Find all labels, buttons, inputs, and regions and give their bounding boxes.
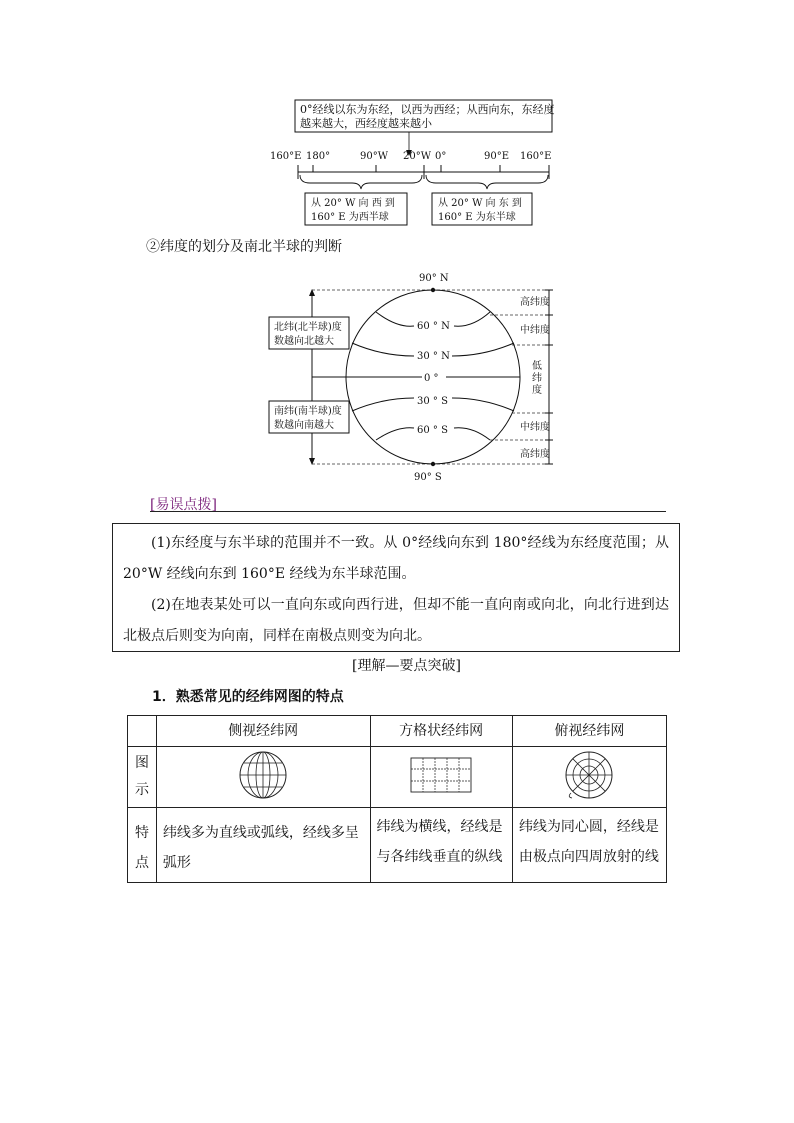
top-view-polar-icon [563, 749, 615, 801]
table-feature-row [128, 808, 667, 883]
tick-label-90e: 90°E [484, 151, 510, 162]
tick-label-160e-right: 160°E [520, 151, 552, 162]
side-view-feature: 纬线多为直线或弧线，经线多呈弧形 [156, 808, 370, 883]
graticule-table [127, 715, 667, 883]
latitude-60n-right [454, 312, 490, 326]
tip-box [112, 523, 680, 652]
tick-label-180: 180° [306, 151, 331, 162]
grid-view-image-cell [370, 747, 512, 808]
lat-60s-label: 60 ° S [417, 425, 448, 436]
row-label-image-text: 图示 [134, 755, 149, 798]
high-lat-bottom-label: 高纬度 [520, 449, 550, 460]
tip-rule [150, 511, 666, 512]
header-corner-cell [128, 716, 157, 747]
side-view-image-cell [156, 747, 370, 808]
section-label: [理解—要点突破] [352, 658, 461, 674]
row-label-image [128, 747, 157, 808]
latitude-60s-right [454, 428, 490, 440]
low-lat-label-1: 低 [532, 361, 542, 372]
tick-label-160e-left: 160°E [270, 151, 302, 162]
tick-label-90w: 90°W [360, 151, 389, 162]
tip-paragraph-1: (1)东经度与东半球的范围并不一致。从 0°经线向东到 180°经线为东经度范围；从 20°W 经线向东到 160°E 经线为东半球范围。 [123, 535, 669, 582]
longitude-diagram [260, 95, 560, 230]
lat-60n-label: 60 ° N [417, 321, 450, 332]
latitude-diagram [262, 268, 562, 486]
longitude-note-line2: 越来越大，西经度越来越小 [300, 117, 432, 130]
longitude-note-line1: 0°经线以东为东经，以西为西经；从西向东，东经度 [300, 103, 555, 116]
latitude-30s-left [352, 398, 414, 411]
top-view-image-cell [512, 747, 666, 808]
header-grid-view: 方格状经纬网 [370, 716, 512, 747]
east-brace [426, 175, 548, 189]
tick-label-20w: 20°W [403, 151, 432, 162]
table-heading: 1．熟悉常见的经纬网图的特点 [152, 689, 344, 705]
side-view-globe-icon [237, 749, 289, 801]
header-side-view: 侧视经纬网 [156, 716, 370, 747]
lat-90n-label: 90° N [419, 273, 449, 284]
row-label-feature-text: 特点 [134, 825, 149, 871]
west-brace [300, 175, 422, 189]
latitude-30n-left [352, 343, 414, 356]
mid-lat-top-label: 中纬度 [520, 325, 550, 336]
lat-30s-label: 30 ° S [417, 396, 448, 407]
lat-30n-label: 30 ° N [417, 351, 450, 362]
west-box-line1: 从 20° W 向 西 到 [311, 198, 395, 209]
grid-view-feature: 纬线为横线，经线是与各纬线垂直的纵线 [370, 808, 512, 883]
grid-graticule-icon [410, 757, 472, 793]
low-lat-label-2: 纬 [532, 373, 542, 384]
tip-paragraph-2: (2)在地表某处可以一直向东或向西行进，但却不能一直向南或向北，向北行进到达北极点后则变为向南，同样在南极点则变为向北。 [123, 597, 669, 644]
latitude-30s-right [452, 398, 514, 411]
low-lat-label-3: 度 [532, 385, 542, 396]
header-top-view: 俯视经纬网 [512, 716, 666, 747]
tick-label-0: 0° [435, 151, 447, 162]
mid-lat-bottom-label: 中纬度 [520, 422, 550, 433]
latitude-heading: ②纬度的划分及南北半球的判断 [146, 239, 342, 255]
south-box-line1: 南纬(南半球)度 [274, 406, 342, 417]
latitude-30n-right [452, 343, 514, 356]
table-image-row [128, 747, 667, 808]
north-box-line2: 数越向北越大 [274, 336, 334, 347]
south-pole-dot [431, 462, 435, 466]
table-header-row [128, 716, 667, 747]
top-view-feature: 纬线为同心圆，经线是由极点向四周放射的线 [512, 808, 666, 883]
row-label-feature [128, 808, 157, 883]
latitude-60n-left [376, 312, 414, 326]
west-box-line2: 160° E 为西半球 [311, 212, 389, 223]
north-pole-dot [431, 288, 435, 292]
tip-label: [易误点拨] [150, 497, 217, 513]
lat-90s-label: 90° S [414, 472, 442, 483]
south-box-line2: 数越向南越大 [274, 420, 334, 431]
north-box-line1: 北纬(北半球)度 [274, 322, 342, 333]
lat-0-label: 0 ° [424, 373, 439, 384]
east-box-line2: 160° E 为东半球 [438, 212, 516, 223]
east-box-line1: 从 20° W 向 东 到 [438, 198, 522, 209]
high-lat-top-label: 高纬度 [520, 297, 550, 308]
latitude-60s-left [376, 428, 414, 440]
